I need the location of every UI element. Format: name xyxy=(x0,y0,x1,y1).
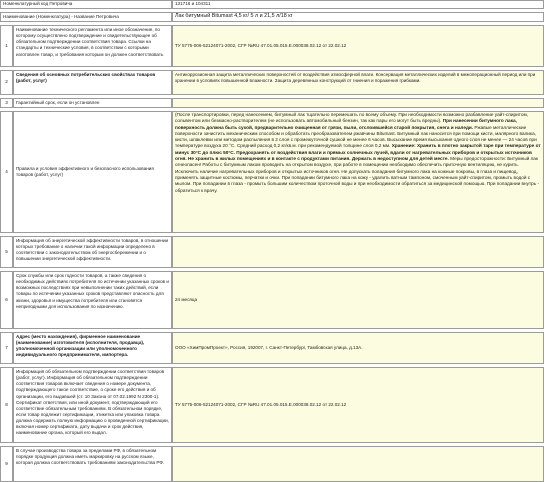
row-label[interactable]: В случае производства товара за пределами РФ, в обязательном порядке продукция должна иметь маркировку на русском языке, которая должна соответствовать требованиям законодательства РФ. xyxy=(13,446,172,482)
row-value[interactable]: ТУ 5775-006-52124071-2002, СГР №RU 47.01.05.015.Е.000038.02.12 от 22.02.12 xyxy=(172,367,544,443)
row-number[interactable]: 3 xyxy=(0,98,13,108)
header-row-code xyxy=(0,0,550,9)
table-row xyxy=(0,111,550,233)
header-label-name[interactable]: Наименование (Номенклатура) - Название Петровича xyxy=(0,12,172,22)
row-label[interactable]: Гарантийный срок, если он установлен xyxy=(13,98,172,108)
table-row xyxy=(0,25,550,67)
row-number[interactable]: 7 xyxy=(0,332,13,364)
row-number[interactable]: 5 xyxy=(0,236,13,268)
row-value[interactable]: (После транспортировки, перед нанесением, битумный лак тщательно перемешать по всему объему. При необходимости возможно разбавление уайт-спиритом, сольвентом или безмасно-растворителем (не использовать автомобильный бензин, так как пары его могут быть вредны). При нанесении битумного лака, поверхность должна быть сухой, предварительно очищенная от грязи, пыли, отслоившейся старой покрытия, снега и наледи. Ржавые металлические поверхности зачистить механическим способом и обработать преобразователем ржавчины Bitumast. Битумный лак наносится при помощи кисти, малярного валика, кисти, шпаклевки или методом распыления в 2 слоя с промежуточной сушкой не менее 6 часов. Высыхание время высыхания одного слоя не менее — 24 часов при температуре воздуха 20 °С. Средний расход 0,2 кг/кв.м. при рекомендуемой толщине слоя 0,2 мм. Хранение: Хранить в плотно закрытой таре при температуре от минус 30°С до плюс 50°С. Предохранять от воздействия влаги и прямых солнечных лучей, вдали от нагревательных приборов и открытых источников огня. Не хранить в жилых помещениях и в контакте с продуктами питания. Держать в недоступном для детей месте. Меры предосторожности: Битумный лак огнеопасен! Работы с битумным лаком проводить на открытом воздухе, при работе в помещении необходимо обеспечить приточную вентиляцию, не курить. Исключить наличие нагревательных приборов и открытых источников огня. Не допускать попадания битумного лака на кожные покровы, в глаза и пищевод, применять защитные костюмы, перчатки и очки. При попадании битумного лака на кожу - удалить ватным тампоном, смоченным уайт-спиритом, промыть водой с мылом. При попадании в глаза - промыть большим количеством проточной воды и при необходимости обратиться за медицинской помощью. При попадании внутрь - обратиться к врачу. xyxy=(172,111,544,233)
row-number[interactable]: 1 xyxy=(0,25,13,67)
row-number[interactable]: 2 xyxy=(0,70,13,95)
row-label[interactable]: Наименование технического регламента или иное обозначение, по которому осуществлено подтверждение и свидетельствующее об обязательном подтверждении соответствия товара. Ссылки на стандарты и технические условия, в соответствии с которыми изготовлен товар, и требования которым он должен соответствовать xyxy=(13,25,172,67)
row-value[interactable]: ТУ 5775-006-52124071-2002, СГР №RU 47.01.05.015.Е.000038.02.12 от 22.02.12 xyxy=(172,25,544,67)
row-number[interactable]: 4 xyxy=(0,111,13,233)
header-row-name xyxy=(0,12,550,22)
row-value[interactable]: 24 месяца xyxy=(172,271,544,329)
table-row xyxy=(0,70,550,95)
row-value[interactable] xyxy=(172,446,544,482)
row-value[interactable]: Антикоррозионная защита металлических поверхностей от воздействия атмосферной влаги. Консервация металлических изделий в межоперационный период или при хранении в условиях повышенной влажности. Защита деревянных конструкций от гниения и поражения грибками. xyxy=(172,70,544,95)
table-row xyxy=(0,98,550,108)
row-value[interactable] xyxy=(172,236,544,268)
row-label[interactable]: Сведения об основных потребительских свойствах товаров (работ, услуг) xyxy=(13,70,172,95)
row-number[interactable]: 9 xyxy=(0,446,13,482)
row-value[interactable] xyxy=(172,98,544,108)
table-row xyxy=(0,367,550,443)
table-row xyxy=(0,271,550,329)
row-label[interactable]: Срок службы или срок годности товаров, а также сведения о необходимых действиях потребителя по истечении указанных сроков и возможных последствиях при невыполнении таких действий, если товары по истечении указанных сроков представляют опасность для жизни, здоровья и имущества потребителя или становятся непригодными для использования по назначению. xyxy=(13,271,172,329)
row-label[interactable]: Адрес (место нахождения), фирменное наименование (наименование) изготовителя (исполнителя, продавца), уполномоченной организации или уполномоченного индивидуального предпринимателя, импортера. xyxy=(13,332,172,364)
row-value[interactable]: ООО «ХимПромПроект», Россия, 192007, г. Санкт-Петербург, Тамбовская улица, д.13А. xyxy=(172,332,544,364)
table-row xyxy=(0,446,550,482)
table-row xyxy=(0,236,550,268)
row-number[interactable]: 6 xyxy=(0,271,13,329)
table-row xyxy=(0,332,550,364)
row-label[interactable]: Информация об обязательном подтверждении соответствия товаров (работ, услуг). Информация об обязательном подтверждении соответствия товаров включает сведения о номере документа, подтверждающего такое соответствие, о сроке его действия и об организации, его выдавшей (ст. 10 Закона от 07.02.1992 N 2300-1). Сертификат ответствия, или иной документ, подтверждающий его соответствие обязательным требованиям. В обязательном порядке, если товар подлежит сертификации, этикетка или упаковка товара должна содержать полную информацию о проведенной сертификации, включая номер сертификата, дату выдачи и срок действия, наименование органа, который его выдал. xyxy=(13,367,172,443)
header-value-name[interactable]: Лак битумный Bitumast 4,5 кг/ 5 л и 21,5 л/18 кг xyxy=(172,12,544,22)
header-value-code[interactable]: 131716 и 104311 xyxy=(172,0,544,9)
header-label-code[interactable]: Номенклатурный код Петровича xyxy=(0,0,172,9)
row-number[interactable]: 8 xyxy=(0,367,13,443)
row-label[interactable]: Правила и условия эффективного и безопасного использования товаров (работ, услуг) xyxy=(13,111,172,233)
row-label[interactable]: Информация об энергетической эффективности товаров, в отношении которых требование о наличии такой информации определено в соответствии с законодательством об энергосбережении и о повышении энергетической эффективности. xyxy=(13,236,172,268)
